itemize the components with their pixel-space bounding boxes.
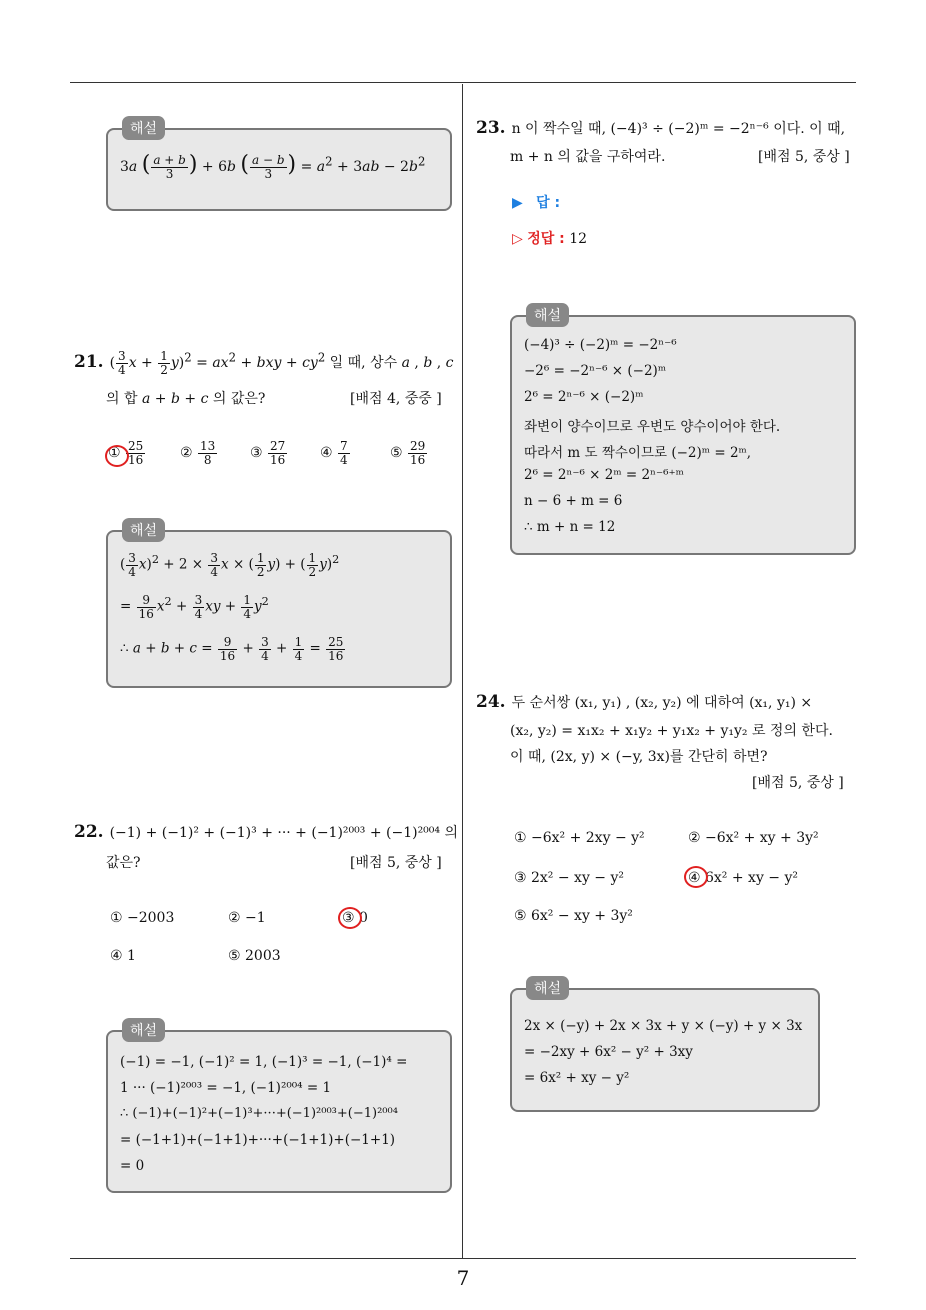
solution-24-line1: 2x × (−y) + 2x × 3x + y × (−y) + y × 3x (524, 1018, 803, 1034)
selected-mark (684, 866, 708, 888)
question-21-line1: 21. ( $\frac{3}{4}$ x + $\frac{1}{2}$ $y)^2 = ax^2$ + bxy + $cy^2$ 일 때, 상수 a , b , c (74, 349, 454, 377)
solution-24-line2: = −2xy + 6x² − y² + 3xy (524, 1044, 693, 1060)
solution-22-line5: = 0 (120, 1158, 145, 1174)
solution-22-line2: 1 ··· (−1)²⁰⁰³ = −1, (−1)²⁰⁰⁴ = 1 (120, 1080, 332, 1096)
top-rule (70, 82, 856, 83)
option-24-2[interactable]: ② −6x² + xy + 3y² (688, 830, 819, 846)
solution-box-20 (106, 121, 452, 211)
solution-22-line3: ∴ (−1)+(−1)²+(−1)³+···+(−1)²⁰⁰³+(−1)²⁰⁰⁴ (120, 1106, 398, 1121)
option-22-3[interactable]: ③ 0 (342, 910, 368, 926)
solution-tag: 해설 (526, 303, 569, 327)
option-22-5[interactable]: ⑤ 2003 (228, 948, 281, 964)
solution-tag: 해설 (122, 116, 165, 140)
question-22-line1: 22. (−1) + (−1)² + (−1)³ + ··· + (−1)²⁰⁰³ + (−1)²⁰⁰⁴ 의 (74, 822, 458, 842)
solution-22-line4: = (−1+1)+(−1+1)+···+(−1+1)+(−1+1) (120, 1132, 396, 1148)
solution-21-line3: ∴ a + b + c = $\frac{9}{16}$ + $\frac{3}{4}$ + $\frac{1}{4}$ = $\frac{25}{16}$ (120, 635, 344, 663)
correct-value: 12 (569, 231, 588, 247)
option-21-5[interactable]: ⑤ $\frac{29}{16}$ (390, 439, 426, 467)
solution-23-line7: n − 6 + m = 6 (524, 493, 623, 509)
option-21-1[interactable]: ① $\frac{25}{16}$ (108, 439, 144, 467)
solution-box-21 (106, 523, 452, 688)
answer-label: 답 : (536, 195, 561, 211)
question-23-line2: m + n 의 값을 구하여라. (510, 149, 666, 165)
question-24-points: [배점 5, 중상 ] (752, 775, 844, 791)
page-number: 7 (456, 1266, 470, 1290)
question-21-line2: 의 합 a + b + c 의 값은? (106, 391, 266, 407)
solution-tag: 해설 (122, 1018, 165, 1042)
question-22-line2: 값은? (106, 855, 141, 871)
question-21-points: [배점 4, 중중 ] (350, 391, 442, 407)
answer-row[interactable] (512, 192, 560, 212)
solution-20-line: 3a ( $\frac{a + b}{3}$ ) + 6b ( $\frac{a - b}{3}$ ) = $a^2 + 3ab - 2b^2$ (120, 152, 426, 181)
play-icon: ▶ (512, 195, 523, 211)
solution-box-22 (106, 1023, 452, 1193)
option-24-4[interactable]: ④ 6x² + xy − y² (688, 870, 799, 886)
solution-23-line5: 따라서 m 도 짝수이므로 (−2)ᵐ = 2ᵐ, (524, 445, 752, 461)
solution-22-line1: (−1) = −1, (−1)² = 1, (−1)³ = −1, (−1)⁴ = (120, 1054, 408, 1070)
question-24-line3: 이 때, (2x, y) × (−y, 3x)를 간단히 하면? (510, 749, 768, 765)
option-22-2[interactable]: ② −1 (228, 910, 266, 926)
solution-21-line1: ( $\frac{3}{4}$ x)$^2$ + 2 × $\frac{3}{4}$ x × ( $\frac{1}{2}$ y) + ( $\frac{1}{2}$ y)$^2$ (120, 551, 340, 579)
question-23-line1: 23. n 이 짝수일 때, (−4)³ ÷ (−2)ᵐ = −2ⁿ⁻⁶ 이다. 이 때, (476, 118, 846, 138)
solution-21-line2: = $\frac{9}{16}$ $x^2$ + $\frac{3}{4}$ xy + $\frac{1}{4}$ $y^2$ (120, 593, 269, 621)
solution-23-line2: −2⁶ = −2ⁿ⁻⁶ × (−2)ᵐ (524, 363, 667, 379)
solution-tag: 해설 (122, 518, 165, 542)
option-24-3[interactable]: ③ 2x² − xy − y² (514, 870, 625, 886)
solution-23-line1: (−4)³ ÷ (−2)ᵐ = −2ⁿ⁻⁶ (524, 337, 677, 353)
question-24-line2: (x₂, y₂) = x₁x₂ + x₁y₂ + y₁x₂ + y₁y₂ 로 정의 한다. (510, 723, 833, 739)
column-divider (462, 84, 463, 1259)
option-22-4[interactable]: ④ 1 (110, 948, 136, 964)
correct-answer-row (512, 228, 587, 248)
option-21-2[interactable]: ② $\frac{13}{8}$ (180, 439, 216, 467)
solution-24-line3: = 6x² + xy − y² (524, 1070, 630, 1086)
solution-box-24 (510, 981, 820, 1112)
solution-23-line6: 2⁶ = 2ⁿ⁻⁶ × 2ᵐ = 2ⁿ⁻⁶⁺ᵐ (524, 467, 684, 483)
option-24-1[interactable]: ① −6x² + 2xy − y² (514, 830, 645, 846)
option-22-1[interactable]: ① −2003 (110, 910, 175, 926)
correct-label: 정답 : (527, 231, 565, 247)
selected-mark (105, 445, 129, 467)
solution-23-line8: ∴ m + n = 12 (524, 519, 616, 535)
solution-tag: 해설 (526, 976, 569, 1000)
question-22-points: [배점 5, 중상 ] (350, 855, 442, 871)
solution-23-line3: 2⁶ = 2ⁿ⁻⁶ × (−2)ᵐ (524, 389, 644, 405)
option-21-4[interactable]: ④ $\frac{7}{4}$ (320, 439, 348, 467)
solution-23-line4: 좌변이 양수이므로 우변도 양수이어야 한다. (524, 419, 781, 435)
outline-triangle-icon: ▷ (512, 231, 523, 247)
question-24-line1: 24. 두 순서쌍 (x₁, y₁) , (x₂, y₂) 에 대하여 (x₁, y₁) × (476, 692, 813, 712)
solution-box-23 (510, 308, 856, 555)
selected-mark (338, 907, 362, 929)
question-23-points: [배점 5, 중상 ] (758, 149, 850, 165)
option-24-5[interactable]: ⑤ 6x² − xy + 3y² (514, 908, 633, 924)
bottom-rule (70, 1258, 856, 1259)
option-21-3[interactable]: ③ $\frac{27}{16}$ (250, 439, 286, 467)
